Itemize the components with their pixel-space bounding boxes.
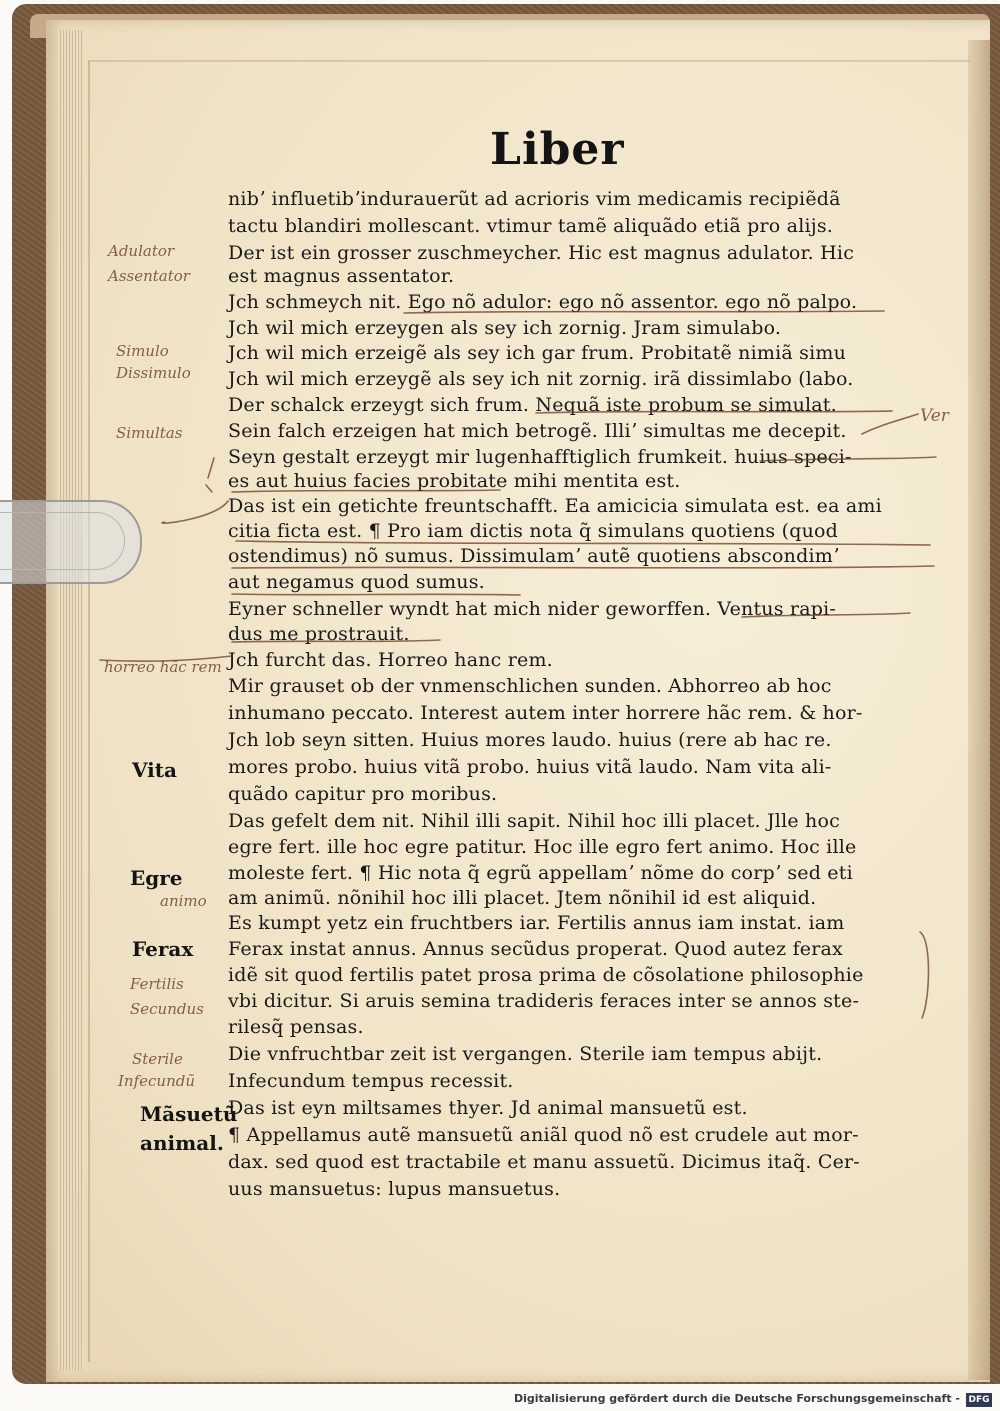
text-line: inhumano peccato. Interest autem inter horrere hãc rem. & hor-	[228, 702, 863, 724]
pointer-mark	[862, 414, 918, 434]
text-line: Seyn gestalt erzeygt mir lugenhafftiglich frumkeit. huius speci-	[228, 446, 852, 468]
text-line: egre fert. ille hoc egre patitur. Hoc ille egro fert animo. Hoc ille	[228, 836, 857, 858]
text-line: Jch schmeych nit. Ego nõ adulor: ego nõ assentor. ego nõ palpo.	[228, 291, 858, 313]
text-line: vbi dicitur. Si aruis semina tradideris feraces inter se annos ste-	[228, 990, 860, 1012]
printed-margin-note: animal.	[140, 1131, 224, 1155]
handwritten-margin-note: Secundus	[130, 1000, 204, 1018]
pointer-mark	[162, 501, 228, 523]
bracket-mark	[206, 458, 214, 492]
digitization-credit: Digitalisierung gefördert durch die Deutsche Forschungsgemeinschaft -	[513, 1392, 960, 1405]
text-line: Das ist ein getichte freuntschafft. Ea amicicia simulata est. ea ami	[228, 495, 882, 517]
pointer-mark	[100, 656, 232, 661]
bracket-mark	[920, 932, 929, 1018]
text-line: Mir grauset ob der vnmenschlichen sunden. Abhorreo ab hoc	[228, 675, 832, 697]
handwritten-margin-note: Infecundũ	[118, 1072, 195, 1090]
handwritten-margin-note: Dissimulo	[116, 364, 191, 382]
text-line: Jch wil mich erzeygen als sey ich zornig. Jram simulabo.	[228, 317, 782, 339]
text-line: Der ist ein grosser zuschmeycher. Hic est magnus adulator. Hic	[228, 242, 855, 264]
text-line: Das ist eyn miltsames thyer. Jd animal mansuetũ est.	[228, 1097, 748, 1119]
text-line: ¶ Appellamus autẽ mansuetũ aniãl quod nõ est crudele aut mor-	[228, 1124, 859, 1146]
handwritten-margin-note: Sterile	[132, 1050, 183, 1068]
text-line: nibʼ influetibʼindurauerũt ad acrioris vim medicamis recipiẽdã	[228, 188, 841, 210]
underline-mark	[232, 594, 520, 595]
text-line: moleste fert. ¶ Hic nota q̃ egrũ appellamʼ nõme do corpʼ sed eti	[228, 862, 853, 884]
underline-mark	[742, 613, 910, 617]
text-line: Der schalck erzeygt sich frum. Nequã iste probum se simulat.	[228, 394, 837, 416]
text-line: Jch lob seyn sitten. Huius mores laudo. huius (rere ab hac re.	[228, 729, 832, 751]
underline-mark	[404, 311, 884, 313]
printed-margin-note: Vita	[132, 758, 177, 782]
handwritten-margin-note: animo	[160, 892, 207, 910]
text-line: dax. sed quod est tractabile et manu assuetũ. Dicimus itaq̃. Cer-	[228, 1151, 860, 1173]
underline-mark	[232, 490, 500, 492]
text-line: rilesq̃ pensas.	[228, 1016, 364, 1038]
text-line: quãdo capitur pro moribus.	[228, 783, 498, 805]
text-line: Infecundum tempus recessit.	[228, 1070, 514, 1092]
underline-mark	[536, 411, 892, 413]
text-line: tactu blandiri mollescant. vtimur tamẽ aliquãdo etiã pro alijs.	[228, 215, 834, 237]
text-line: Das gefelt dem nit. Nihil illi sapit. Nihil hoc illi placet. Jlle hoc	[228, 810, 840, 832]
underline-mark	[760, 457, 936, 461]
text-line: Sein falch erzeigen hat mich betrogẽ. Illiʼ simultas me decepit.	[228, 420, 847, 442]
text-line: Jch wil mich erzeygẽ als sey ich nit zornig. irã dissimlabo (labo.	[228, 368, 854, 390]
text-line: citia ficta est. ¶ Pro iam dictis nota q̃ simulans quotiens (quod	[228, 520, 839, 542]
page-heading: Liber	[490, 124, 625, 175]
text-line: Die vnfruchtbar zeit ist vergangen. Sterile iam tempus abijt.	[228, 1043, 823, 1065]
handwritten-margin-note: Fertilis	[130, 975, 184, 993]
underline-mark	[232, 640, 440, 642]
underline-mark	[232, 566, 934, 568]
text-line: aut negamus quod sumus.	[228, 571, 485, 593]
text-line: dus me prostrauit.	[228, 623, 410, 645]
text-line: Jch furcht das. Horreo hanc rem.	[228, 649, 553, 671]
handwritten-margin-note: Simulo	[116, 342, 169, 360]
text-line: Jch wil mich erzeigẽ als sey ich gar frum. Probitatẽ nimiã simu	[228, 342, 847, 364]
text-line: am animũ. nõnihil hoc illi placet. Jtem nõnihil id est aliquid.	[228, 887, 817, 909]
text-line: ostendimus) nõ sumus. Dissimulamʼ autẽ quotiens abscondimʼ	[228, 545, 840, 567]
handwritten-margin-note: Simultas	[116, 424, 183, 442]
handwritten-margin-note: horreo hãc rem	[104, 658, 222, 676]
text-line: es aut huius facies probitate mihi mentita est.	[228, 470, 681, 492]
printed-margin-note: Mãsuetũ	[140, 1102, 238, 1126]
dfg-logo: DFG	[966, 1393, 992, 1407]
text-line: Es kumpt yetz ein fruchtbers iar. Fertilis annus iam instat. iam	[228, 912, 845, 934]
text-line: Ferax instat annus. Annus secũdus properat. Quod autez ferax	[228, 938, 843, 960]
text-line: idẽ sit quod fertilis patet prosa prima de cõsolatione philosophie	[228, 964, 864, 986]
handwritten-margin-note: Ver	[920, 406, 949, 426]
text-line: est magnus assentator.	[228, 265, 455, 287]
printed-margin-note: Ferax	[132, 937, 194, 961]
printed-margin-note: Egre	[130, 866, 183, 890]
text-line: mores probo. huius vitã probo. huius vitã laudo. Nam vita ali-	[228, 756, 832, 778]
handwritten-margin-note: Assentator	[108, 267, 190, 285]
handwritten-margin-note: Adulator	[108, 242, 175, 260]
text-line: uus mansuetus: lupus mansuetus.	[228, 1178, 561, 1200]
text-line: Eyner schneller wyndt hat mich nider geworffen. Ventus rapi-	[228, 598, 837, 620]
underline-mark	[236, 541, 930, 545]
